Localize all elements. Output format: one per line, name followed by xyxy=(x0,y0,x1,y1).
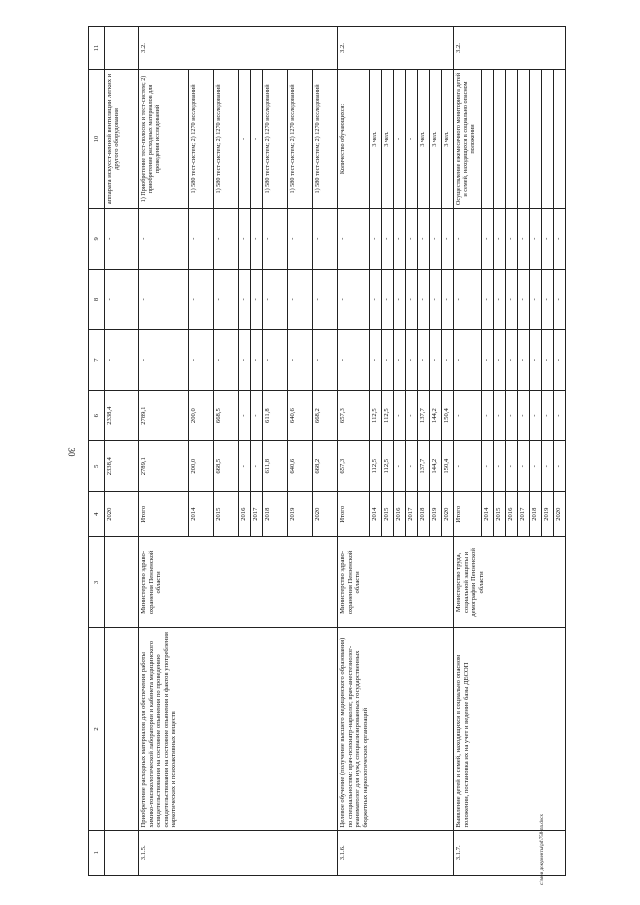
column-number: 3 xyxy=(89,537,105,628)
amount-cell: - xyxy=(393,330,405,391)
amount-cell: - xyxy=(417,269,429,330)
indicator-cell: 3.2. xyxy=(139,27,338,70)
result-cell: - xyxy=(405,70,417,209)
amount-cell: - xyxy=(338,208,370,269)
amount-cell: - xyxy=(313,208,338,269)
amount-cell: - xyxy=(251,269,263,330)
footer-file-path: c:\мои документы\pd\758-nn.docx xyxy=(540,814,545,885)
year-cell: 2018 xyxy=(263,491,288,536)
result-cell xyxy=(541,70,553,209)
amount-cell: - xyxy=(529,330,541,391)
year-cell: 2018 xyxy=(529,491,541,536)
result-cell: 1) 580 тест-систем; 2) 1270 исследований xyxy=(313,70,338,209)
year-cell: 2019 xyxy=(288,491,313,536)
result-cell: 1) 580 тест-систем; 2) 1270 исследований xyxy=(214,70,239,209)
measure-name: Целевое обучение (получение высшего медицинского образования) по специальностям: врач-психиатр-нарколог, врач-анестезиолог-реаниматолог для нужд специализированных государственных бюджетных наркологических организаций xyxy=(338,628,454,830)
result-cell xyxy=(529,70,541,209)
year-cell: 2019 xyxy=(429,491,441,536)
amount-cell: - xyxy=(381,208,393,269)
result-cell: 3 чел. xyxy=(381,70,393,209)
amount-cell: - xyxy=(441,269,453,330)
amount-cell: - xyxy=(288,208,313,269)
result-cell xyxy=(493,70,505,209)
amount-cell: - xyxy=(369,330,381,391)
measure-number xyxy=(104,830,138,875)
result-cell: 1) 580 тест-систем; 2) 1270 исследований xyxy=(288,70,313,209)
year-cell: Итого xyxy=(139,491,189,536)
amount-cell: - xyxy=(553,441,565,492)
year-cell: 2016 xyxy=(505,491,517,536)
amount-cell: - xyxy=(239,390,251,441)
amount-cell: 657,3 xyxy=(338,441,370,492)
amount-cell: - xyxy=(481,441,493,492)
result-cell: - xyxy=(239,70,251,209)
amount-cell: - xyxy=(369,269,381,330)
amount-cell: 640,6 xyxy=(288,441,313,492)
indicator-cell: 3.2. xyxy=(453,27,565,70)
amount-cell: - xyxy=(505,330,517,391)
amount-cell: - xyxy=(214,330,239,391)
amount-cell: - xyxy=(139,208,189,269)
amount-cell: - xyxy=(214,269,239,330)
measure-name: Выявление детей и семей, находящихся в социально опасном положении, постановка их на учет и ведение базы ДЕСОП xyxy=(453,628,565,830)
result-cell: - xyxy=(393,70,405,209)
result-cell: 3 чел. xyxy=(417,70,429,209)
amount-cell: 112,5 xyxy=(369,390,381,441)
amount-cell: - xyxy=(553,330,565,391)
amount-cell: - xyxy=(505,269,517,330)
result-cell: Количество обучающихся: xyxy=(338,70,370,209)
amount-cell: - xyxy=(453,208,481,269)
amount-cell: - xyxy=(251,208,263,269)
amount-cell: - xyxy=(553,208,565,269)
amount-cell: 137,7 xyxy=(417,390,429,441)
table-row xyxy=(338,27,370,876)
amount-cell: - xyxy=(481,390,493,441)
amount-cell: - xyxy=(553,269,565,330)
amount-cell: - xyxy=(381,330,393,391)
result-cell: 1) 580 тест-систем; 2) 1270 исследований xyxy=(189,70,214,209)
amount-cell: - xyxy=(453,390,481,441)
column-number-row xyxy=(89,27,105,876)
column-number: 8 xyxy=(89,269,105,330)
column-number: 9 xyxy=(89,208,105,269)
amount-cell: - xyxy=(529,269,541,330)
year-cell: 2020 xyxy=(313,491,338,536)
amount-cell: 611,8 xyxy=(263,390,288,441)
page-number: 30 xyxy=(66,447,77,457)
amount-cell: - xyxy=(453,441,481,492)
year-cell: 2014 xyxy=(369,491,381,536)
result-cell xyxy=(481,70,493,209)
amount-cell: - xyxy=(481,330,493,391)
indicator-cell: 3.2. xyxy=(338,27,454,70)
amount-cell: 112,5 xyxy=(369,441,381,492)
table-row xyxy=(139,27,189,876)
amount-cell: - xyxy=(481,269,493,330)
year-cell: 2017 xyxy=(405,491,417,536)
amount-cell: 611,8 xyxy=(263,441,288,492)
amount-cell: - xyxy=(517,441,529,492)
amount-cell: - xyxy=(481,208,493,269)
amount-cell: 2338,4 xyxy=(104,441,138,492)
amount-cell: - xyxy=(263,269,288,330)
amount-cell: 668,2 xyxy=(313,390,338,441)
result-cell: 3 чел. xyxy=(369,70,381,209)
amount-cell: - xyxy=(393,208,405,269)
amount-cell: 200,0 xyxy=(189,441,214,492)
amount-cell: - xyxy=(338,330,370,391)
amount-cell: - xyxy=(529,390,541,441)
responsible-org: Министерство здраво-охранения Пензенской области xyxy=(139,537,338,628)
amount-cell: - xyxy=(493,208,505,269)
amount-cell: - xyxy=(517,390,529,441)
amount-cell: 150,4 xyxy=(441,390,453,441)
amount-cell: - xyxy=(263,208,288,269)
amount-cell: 112,5 xyxy=(381,390,393,441)
amount-cell: - xyxy=(429,208,441,269)
amount-cell: 668,5 xyxy=(214,390,239,441)
amount-cell: - xyxy=(104,208,138,269)
amount-cell: - xyxy=(104,269,138,330)
amount-cell: 200,0 xyxy=(189,390,214,441)
amount-cell: 2789,1 xyxy=(139,390,189,441)
amount-cell: - xyxy=(529,441,541,492)
amount-cell: - xyxy=(338,269,370,330)
column-number: 5 xyxy=(89,441,105,492)
amount-cell: 668,5 xyxy=(214,441,239,492)
amount-cell: - xyxy=(393,269,405,330)
year-cell: 2017 xyxy=(251,491,263,536)
amount-cell: 2789,1 xyxy=(139,441,189,492)
amount-cell: - xyxy=(541,441,553,492)
amount-cell: - xyxy=(441,330,453,391)
amount-cell: 668,2 xyxy=(313,441,338,492)
result-cell: 1) Приобретение тест-полосок и тест-систем; 2) приобретение расходных материалов для проведения исследований xyxy=(139,70,189,209)
year-cell: 2017 xyxy=(517,491,529,536)
table-row xyxy=(453,27,481,876)
amount-cell: - xyxy=(541,269,553,330)
year-cell: 2020 xyxy=(553,491,565,536)
amount-cell: - xyxy=(288,330,313,391)
result-cell xyxy=(553,70,565,209)
amount-cell: 150,4 xyxy=(441,441,453,492)
amount-cell: - xyxy=(139,269,189,330)
amount-cell: - xyxy=(553,390,565,441)
result-cell: 1) 580 тест-систем; 2) 1270 исследований xyxy=(263,70,288,209)
measure-number: 3.1.6. xyxy=(338,830,454,875)
amount-cell: - xyxy=(517,269,529,330)
amount-cell: - xyxy=(429,269,441,330)
amount-cell: - xyxy=(541,390,553,441)
year-cell: Итого xyxy=(338,491,370,536)
result-cell xyxy=(505,70,517,209)
column-number: 4 xyxy=(89,491,105,536)
responsible-org: Министерство труда, социальной защиты и демографии Пензенской области xyxy=(453,537,565,628)
amount-cell: - xyxy=(251,390,263,441)
year-cell: 2016 xyxy=(393,491,405,536)
amount-cell: - xyxy=(405,390,417,441)
amount-cell: 657,3 xyxy=(338,390,370,441)
year-cell: 2019 xyxy=(541,491,553,536)
amount-cell: - xyxy=(239,441,251,492)
rotated-table-sheet xyxy=(88,26,566,876)
continuation-row xyxy=(104,27,138,876)
column-number: 11 xyxy=(89,27,105,70)
amount-cell: - xyxy=(288,269,313,330)
amount-cell: - xyxy=(517,208,529,269)
amount-cell: - xyxy=(313,330,338,391)
year-cell: 2018 xyxy=(417,491,429,536)
amount-cell: - xyxy=(239,330,251,391)
column-number: 6 xyxy=(89,390,105,441)
result-cell xyxy=(517,70,529,209)
amount-cell: - xyxy=(541,208,553,269)
amount-cell: - xyxy=(369,208,381,269)
amount-cell: - xyxy=(429,330,441,391)
amount-cell: - xyxy=(441,208,453,269)
amount-cell: - xyxy=(239,208,251,269)
amount-cell: - xyxy=(517,330,529,391)
amount-cell: - xyxy=(541,330,553,391)
amount-cell: - xyxy=(505,441,517,492)
year-cell: 2014 xyxy=(189,491,214,536)
amount-cell: - xyxy=(493,330,505,391)
year-cell: 2015 xyxy=(381,491,393,536)
amount-cell: - xyxy=(493,390,505,441)
amount-cell: - xyxy=(529,208,541,269)
result-cell: аппарата искусст-венной вентиляции легких и другого оборудования xyxy=(104,70,138,209)
measure-number: 3.1.7. xyxy=(453,830,565,875)
amount-cell: - xyxy=(493,441,505,492)
amount-cell: - xyxy=(189,269,214,330)
amount-cell: - xyxy=(251,441,263,492)
year-cell: 2016 xyxy=(239,491,251,536)
year-cell: 2015 xyxy=(214,491,239,536)
amount-cell: 112,5 xyxy=(381,441,393,492)
amount-cell: - xyxy=(239,269,251,330)
year-cell: 2015 xyxy=(493,491,505,536)
result-cell: 3 чел. xyxy=(441,70,453,209)
column-number: 2 xyxy=(89,628,105,830)
amount-cell: - xyxy=(393,441,405,492)
amount-cell: - xyxy=(453,269,481,330)
amount-cell: 2338,4 xyxy=(104,390,138,441)
amount-cell: - xyxy=(189,208,214,269)
amount-cell: - xyxy=(405,330,417,391)
amount-cell: - xyxy=(393,390,405,441)
amount-cell: 137,7 xyxy=(417,441,429,492)
amount-cell: - xyxy=(405,441,417,492)
amount-cell: - xyxy=(251,330,263,391)
amount-cell: - xyxy=(405,269,417,330)
measure-number: 3.1.5. xyxy=(139,830,338,875)
year-cell: 2014 xyxy=(481,491,493,536)
responsible-org: Министерство здраво-охранения Пензенской области xyxy=(338,537,454,628)
column-number: 7 xyxy=(89,330,105,391)
amount-cell: 144,2 xyxy=(429,390,441,441)
amount-cell: - xyxy=(263,330,288,391)
year-cell: Итого xyxy=(453,491,481,536)
year-cell: 2020 xyxy=(441,491,453,536)
amount-cell: - xyxy=(505,390,517,441)
amount-cell: - xyxy=(417,330,429,391)
amount-cell: 144,2 xyxy=(429,441,441,492)
year-cell: 2020 xyxy=(104,491,138,536)
amount-cell: 640,6 xyxy=(288,390,313,441)
amount-cell: - xyxy=(189,330,214,391)
result-cell: 3 чел. xyxy=(429,70,441,209)
measure-name: Приобретение расходных материалов для обеспечения работы химико-токсикологической лаборатории и кабинета медицинского освидетельствования на состояние опьянения по проведению освидетельствования на состояние опьянения и фактов употребления наркотических и психоактивных веществ xyxy=(139,628,338,830)
program-measures-table xyxy=(88,26,566,876)
column-number: 1 xyxy=(89,830,105,875)
indicator-cell xyxy=(104,27,138,70)
responsible-org xyxy=(104,537,138,628)
measure-name xyxy=(104,628,138,830)
column-number: 10 xyxy=(89,70,105,209)
amount-cell: - xyxy=(139,330,189,391)
amount-cell: - xyxy=(493,269,505,330)
amount-cell: - xyxy=(405,208,417,269)
amount-cell: - xyxy=(417,208,429,269)
amount-cell: - xyxy=(505,208,517,269)
amount-cell: - xyxy=(104,330,138,391)
amount-cell: - xyxy=(313,269,338,330)
amount-cell: - xyxy=(453,330,481,391)
result-cell: - xyxy=(251,70,263,209)
result-cell: Осуществление ежемесячного мониторинга детей и семей, находящихся в социально опасном положении xyxy=(453,70,481,209)
amount-cell: - xyxy=(214,208,239,269)
amount-cell: - xyxy=(381,269,393,330)
